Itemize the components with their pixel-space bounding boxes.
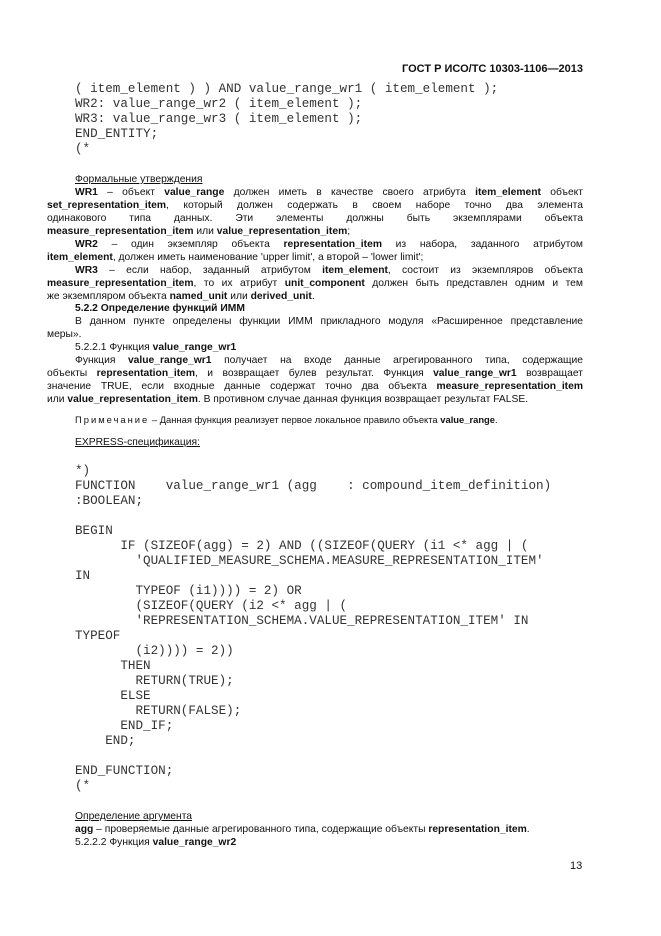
code-block-function (75, 464, 551, 794)
code-line: END; (75, 734, 136, 748)
wr1-line-3: одинакового типа данных. Эти элементы должны быть экземплярами объекта (47, 213, 583, 224)
code-line: FUNCTION value_range_wr1 (agg : compound_item_definition) (75, 479, 552, 493)
code-line: (* (75, 142, 91, 156)
code-line: END_ENTITY; (75, 127, 159, 141)
code-line (75, 509, 551, 524)
code-line: END_IF; (75, 719, 174, 733)
wr3-line-1: WR3 – если набор, заданный атрибутом item_element, состоит из экземпляров объекта (75, 265, 584, 276)
section-5-2-2-heading: 5.2.2 Определение функций ИММ (75, 303, 245, 314)
code-line: (i2)))) = 2)) (75, 644, 234, 658)
code-line: (SIZEOF(QUERY (i2 <* agg | ( (75, 599, 348, 613)
code-line: (* (75, 779, 91, 793)
code-line (75, 749, 551, 764)
subsection-5-2-2-1-heading: 5.2.2.1 Функция value_range_wr1 (75, 342, 237, 353)
code-line: TYPEOF (75, 629, 121, 643)
code-line: IF (SIZEOF(agg) = 2) AND ((SIZEOF(QUERY (i1 <* agg | ( (75, 539, 529, 553)
wr1-line-2: set_representation_item, который должен содержать в своем наборе точно два элемента (47, 200, 583, 211)
code-line: THEN (75, 659, 151, 673)
code-line: WR2: value_range_wr2 ( item_element ); (75, 97, 363, 111)
wr3-line-2: measure_representation_item, то их атрибут unit_component должен быть представлен одним и тем (47, 278, 583, 289)
wr3-line-3: же экземпляром объекта named_unit или derived_unit. (47, 291, 315, 302)
code-line: 'REPRESENTATION_SCHEMA.VALUE_REPRESENTATION_ITEM' IN (75, 614, 529, 628)
code-line: END_FUNCTION; (75, 764, 174, 778)
note-label: Примечание (75, 414, 150, 425)
code-line: ( item_element ) ) AND value_range_wr1 ( item_element ); (75, 82, 499, 96)
code-line: BEGIN (75, 524, 113, 538)
code-line: IN (75, 569, 91, 583)
wr2-line-1: WR2 – один экземпляр объекта representation_item из набора, заданного атрибутом (75, 239, 583, 250)
code-block-entity-end (75, 82, 498, 157)
wr1-line-1: WR1 – объект value_range должен иметь в качестве своего атрибута item_element объект (75, 187, 584, 198)
function-desc-line-2: объекты representation_item, и возвращает булев результат. Функция value_range_wr1 возвращает (47, 368, 583, 379)
subsection-5-2-2-2-heading: 5.2.2.2 Функция value_range_wr2 (75, 837, 237, 848)
code-line: RETURN(FALSE); (75, 704, 242, 718)
code-line: :BOOLEAN; (75, 494, 144, 508)
page-number: 13 (570, 860, 583, 872)
wr2-line-2: item_element, должен иметь наименование 'upper limit', а второй – 'lower limit'; (47, 252, 424, 263)
wr1-line-4: measure_representation_item или value_representation_item; (47, 226, 351, 237)
document-header: ГОСТ Р ИСО/ТС 10303-1106—2013 (402, 63, 583, 75)
function-desc-line-3: значение TRUE, если входные данные содержат точно два объекта measure_representation_item (47, 381, 583, 392)
argument-definition-line: agg – проверяемые данные агрегированного типа, содержащие объекты representation_item. (75, 824, 530, 835)
code-line: 'QUALIFIED_MEASURE_SCHEMA.MEASURE_REPRESENTATION_ITEM' (75, 554, 544, 568)
note: Примечание – Данная функция реализует первое локальное правило объекта value_range. (75, 414, 498, 425)
function-desc-line-4: или value_representation_item. В противном случае данная функция возвращает результат FALSE. (47, 394, 529, 405)
code-line: TYPEOF (i1)))) = 2) OR (75, 584, 302, 598)
function-desc-line-1: Функция value_range_wr1 получает на входе данные агрегированного типа, содержащие (75, 355, 583, 366)
code-line: ELSE (75, 689, 151, 703)
formal-propositions-heading: Формальные утверждения (75, 174, 203, 185)
code-line: *) (75, 464, 91, 478)
code-line: RETURN(TRUE); (75, 674, 234, 688)
section-intro-line-1: В данном пункте определены функции ИММ прикладного модуля «Расширенное представление (75, 316, 583, 327)
argument-definition-heading: Определение аргумента (75, 811, 193, 822)
section-intro-line-2: меры». (47, 329, 82, 340)
code-line: WR3: value_range_wr3 ( item_element ); (75, 112, 363, 126)
express-spec-heading: EXPRESS-спецификация: (75, 437, 200, 448)
